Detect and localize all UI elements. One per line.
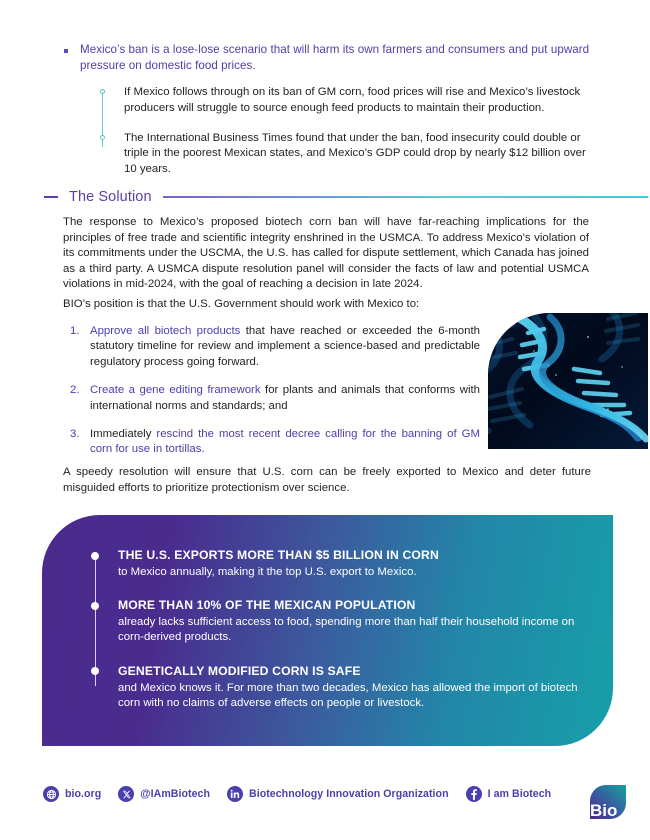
fact-title: MORE THAN 10% OF THE MEXICAN POPULATION: [118, 598, 416, 613]
fact-bullet-icon: [91, 552, 99, 560]
list-item: [70, 427, 480, 458]
fact-bullet-icon: [91, 667, 99, 675]
sub-bullet-item: [124, 131, 594, 177]
fact-body: to Mexico annually, making it the top U.S. export to Mexico.: [118, 566, 417, 578]
list-item-rest: for plants and animals that conforms with international norms and standards; and: [90, 384, 480, 412]
linkedin-icon: [227, 786, 243, 802]
section-heading: [44, 186, 648, 208]
list-item-text: [90, 427, 480, 458]
key-facts-box: [42, 515, 613, 746]
position-intro-paragraph: BIO’s position is that the U.S. Government should work with Mexico to:: [63, 298, 420, 310]
social-label: bio.org: [65, 788, 102, 800]
bio-leaf-mark: [586, 783, 632, 823]
x-twitter-icon: [118, 786, 134, 802]
solution-paragraph: The response to Mexico’s proposed biotech corn ban will have far-reaching implications for the principles of free trade and scientific integrity enshrined in the USMCA. To address Mexico’s violation of its commitments under the USCMA, the U.S. has called for dispute settlement, which Canada has joined as a third party. A USMCA dispute resolution panel will consider the facts of law and potential USMCA violations in mid-2024, with the goal of reaching a decision in late 2024.: [63, 216, 589, 291]
list-item-lead: Immediately: [90, 428, 157, 441]
social-label: Biotechnology Innovation Organization: [249, 788, 449, 800]
footer-social-bar: [43, 786, 551, 802]
fact-title: THE U.S. EXPORTS MORE THAN $5 BILLION IN CORN: [118, 548, 439, 562]
fact-item: [90, 548, 583, 580]
list-item-rest: that have reached or exceeded the 6-month statutory timeline for review and implement a science-based and predictable regulatory process going forward.: [90, 325, 480, 368]
heading-rule: [163, 196, 648, 197]
fact-item: [90, 598, 583, 645]
social-link-facebook[interactable]: [466, 786, 552, 802]
facts-list: [90, 548, 583, 711]
recommendations-list: [70, 324, 480, 458]
top-bullet-block: [64, 42, 594, 177]
social-link-linkedin[interactable]: [227, 786, 449, 802]
list-item-number: 3.: [70, 428, 80, 441]
list-item-highlight: Approve all biotech products: [90, 325, 241, 337]
circle-bullet-icon: [100, 89, 105, 94]
fact-body: and Mexico knows it. For more than two decades, Mexico has allowed the import of biotech corn with no claims of adverse effects on people or livestock.: [118, 681, 578, 709]
globe-icon: [43, 786, 59, 802]
fact-item: [90, 664, 583, 711]
section-title: The Solution: [69, 189, 152, 205]
list-item-number: 2.: [70, 384, 80, 397]
fact-title: GENETICALLY MODIFIED CORN IS SAFE: [118, 663, 361, 678]
list-item-text: [90, 383, 480, 414]
list-item-number: 1.: [70, 325, 80, 337]
social-label: @IAmBiotech: [140, 788, 210, 800]
bio-logo-text: Bio: [590, 801, 618, 820]
list-item: [70, 324, 480, 370]
square-bullet-icon: [64, 49, 68, 53]
fact-body: already lacks sufficient access to food, spending more than half their household income on corn-derived products.: [118, 616, 575, 644]
sub-bullet-list: [97, 85, 594, 177]
bio-logo: [586, 783, 632, 823]
facebook-icon: [466, 786, 482, 802]
heading-dash-icon: [44, 196, 58, 197]
sub-bullet-text: The International Business Times found that under the ban, food insecurity could double or triple in the poorest Mexican states, and Mexico’s GDP could drop by nearly $12 billion over 10 years.: [124, 132, 586, 175]
list-item-highlight: rescind the most recent decree calling for the banning of GM corn for use in tortillas.: [90, 428, 480, 456]
primary-bullet-text: Mexico’s ban is a lose-lose scenario that will harm its own farmers and consumers and put upward pressure on domestic food prices.: [80, 43, 590, 72]
dna-helix-image: [488, 313, 648, 449]
primary-bullet-row: [64, 42, 594, 73]
list-item: [70, 383, 480, 414]
social-link-website[interactable]: [43, 786, 101, 802]
list-item-highlight: Create a gene editing framework: [90, 384, 261, 397]
circle-bullet-icon: [100, 135, 105, 140]
social-label: I am Biotech: [487, 788, 552, 800]
sub-bullet-item: [124, 85, 594, 116]
list-item-text: [90, 324, 480, 370]
fact-bullet-icon: [91, 602, 99, 610]
dna-illustration: [488, 313, 648, 449]
sub-bullet-text: If Mexico follows through on its ban of GM corn, food prices will rise and Mexico’s livestock producers will struggle to source enough feed products to maintain their production.: [124, 86, 581, 114]
closing-paragraph: A speedy resolution will ensure that U.S. corn can be freely exported to Mexico and deter future misguided efforts to prioritize protectionism over science.: [63, 466, 591, 494]
social-link-twitter[interactable]: [118, 786, 210, 802]
